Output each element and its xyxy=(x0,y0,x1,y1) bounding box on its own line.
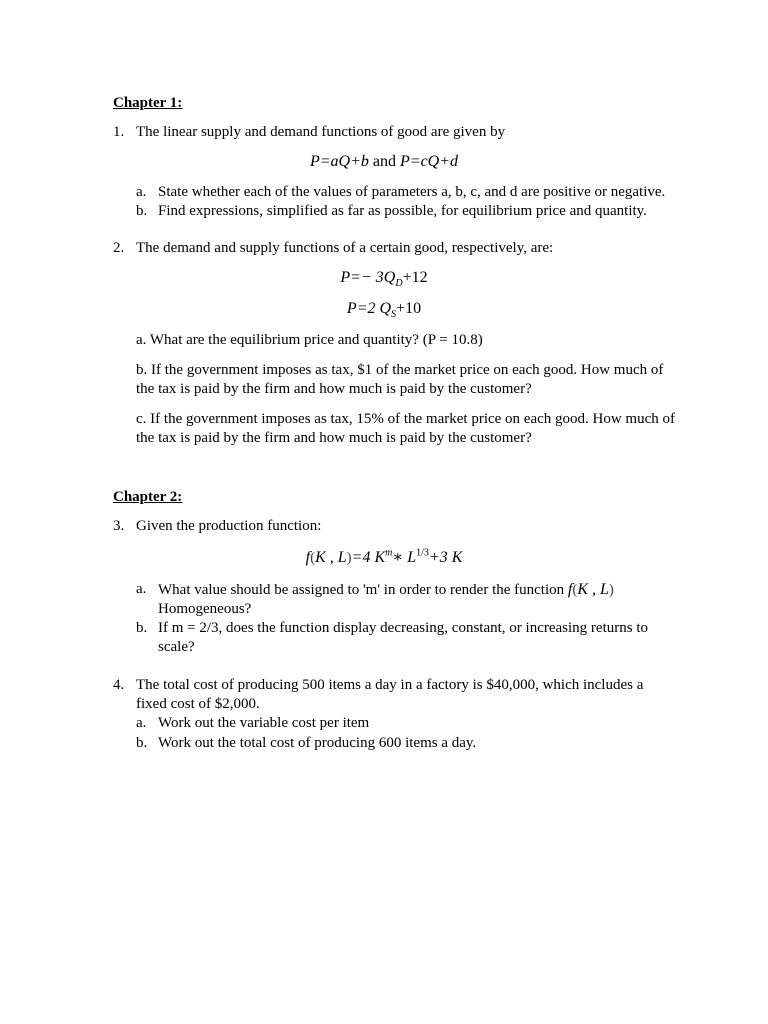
question-4b-label: b. xyxy=(136,735,148,751)
question-3a-function-args: K , L xyxy=(577,581,609,598)
question-3a-text-end: Homogeneous? xyxy=(158,601,252,617)
production-function-term2: ∗ L xyxy=(392,549,417,566)
question-1b-text: Find expressions, simplified as far as possible, for equilibrium price and quantity. xyxy=(158,203,647,219)
question-3b-label: b. xyxy=(136,620,148,636)
question-1a-label: a. xyxy=(136,184,147,200)
question-2b: b. If the government imposes as tax, $1 of the market price on each good. How much of the tax is paid by the firm and how much is paid by the customer? xyxy=(136,362,664,397)
question-3a-function-name: f xyxy=(567,581,573,598)
question-3-text: Given the production function: xyxy=(136,518,322,534)
exponent-m: m xyxy=(385,547,393,559)
question-3a-text: What value should be assigned to 'm' in order to render the function f(K , L) Homogeneous? xyxy=(158,581,614,617)
demand-subscript: D xyxy=(395,278,403,290)
production-function-name: f xyxy=(305,549,311,566)
question-1-equation xyxy=(0,152,768,171)
question-2-supply-equation xyxy=(0,299,768,321)
question-2c: c. If the government imposes as tax, 15% of the market price on each good. How much of the tax is paid by the firm and how much is paid by the customer? xyxy=(136,411,676,446)
demand-equation-main: P=− 3Q xyxy=(340,269,396,286)
supply-subscript: S xyxy=(391,309,397,321)
chapter-2-heading: Chapter 2: xyxy=(113,489,183,505)
equation-and: and xyxy=(372,153,396,170)
question-2-number: 2. xyxy=(113,240,125,256)
question-2a: a. What are the equilibrium price and quantity? (P = 10.8) xyxy=(136,332,483,348)
question-4a-text: Work out the variable cost per item xyxy=(158,715,370,731)
chapter-1-heading: Chapter 1: xyxy=(113,95,183,111)
question-3b-text: If m = 2/3, does the function display decreasing, constant, or increasing returns to scale? xyxy=(158,620,648,655)
exponent-one-third: 1/3 xyxy=(416,547,429,559)
question-3a-label: a. xyxy=(136,581,147,597)
question-1a-text: State whether each of the values of parameters a, b, c, and d are positive or negative. xyxy=(158,184,666,200)
supply-equation-constant: +10 xyxy=(396,300,422,317)
question-2-demand-equation xyxy=(0,268,768,290)
question-1-number: 1. xyxy=(113,124,125,140)
production-function-term3: +3 K xyxy=(428,549,463,566)
production-function-term1: =4 K xyxy=(351,549,386,566)
question-3-production-equation: f(K , L)=4 $K^m∗$ $L^{1/3}+3$ K xyxy=(305,547,463,566)
question-3a-text-main: What value should be assigned to 'm' in order to render the function xyxy=(158,582,565,598)
question-4b-text: Work out the total cost of producing 600 items a day. xyxy=(158,735,477,751)
question-4-number: 4. xyxy=(113,677,125,693)
production-function-args: K , L xyxy=(315,549,347,566)
question-4-text: The total cost of producing 500 items a day in a factory is $40,000, which includes a fixed cost of $2,000. xyxy=(136,677,644,712)
question-1b-label: b. xyxy=(136,203,148,219)
supply-equation-main: P=2 Q xyxy=(346,300,392,317)
equation-supply: P=cQ+d xyxy=(400,153,459,170)
question-1-text: The linear supply and demand functions of good are given by xyxy=(136,124,506,140)
equation-demand: P=aQ+b xyxy=(309,153,369,170)
question-4a-label: a. xyxy=(136,715,147,731)
question-2-text: The demand and supply functions of a certain good, respectively, are: xyxy=(136,240,554,256)
question-3-number: 3. xyxy=(113,518,125,534)
demand-equation-constant: +12 xyxy=(402,269,428,286)
